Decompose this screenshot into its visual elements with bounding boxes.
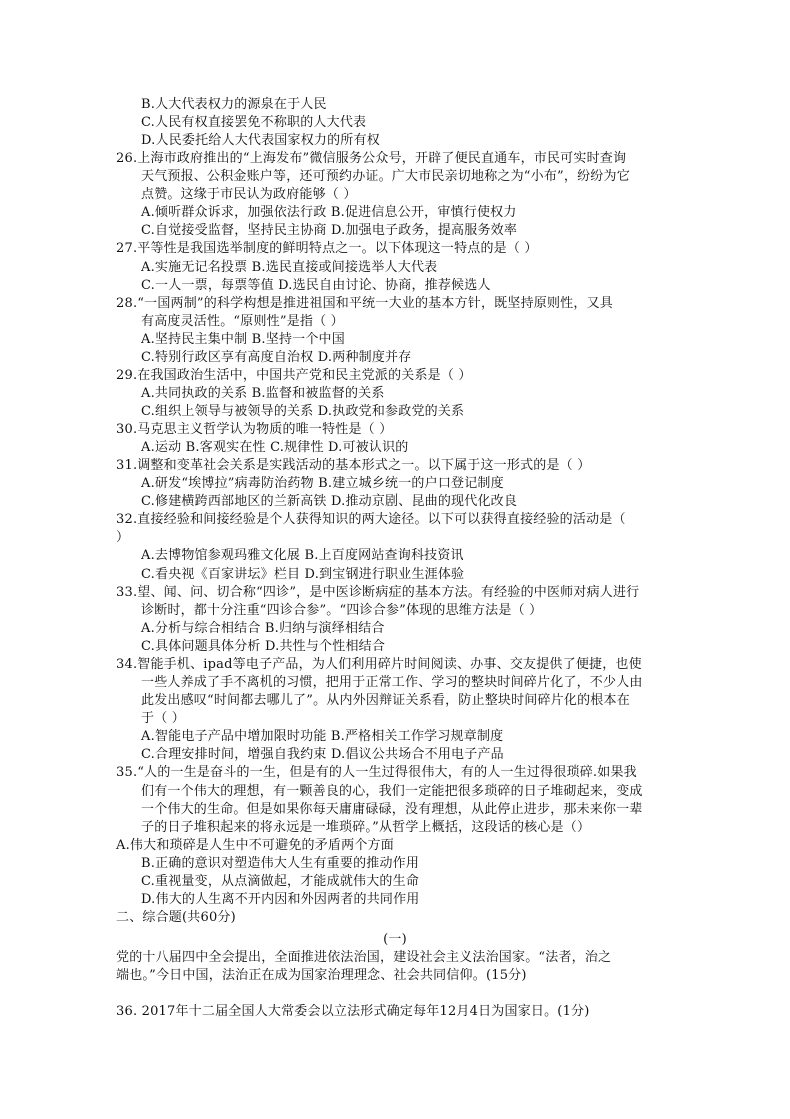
q32-options-ab: A.去博物馆参观玛雅文化展 B.上百度网站查询科技资讯 (141, 548, 464, 563)
q26-stem-line-2: 天气预报、公积金账户等，还可预约办证。广大市民亲切地称之为“小布”，纷纷为它 (141, 169, 630, 184)
q35-stem-line-1: 35.“人的一生是奋斗的一生，但是有的人一生过得很伟大，有的人一生过得很琐碎.如果我 (116, 765, 637, 780)
q25-option-d: D.人民委托给人大代表国家权力的所有权 (141, 133, 380, 148)
passage-line-2: 端也。”今日中国，法治正在成为国家治理理念、社会共同信仰。(15分) (116, 968, 527, 983)
q35-option-c: C.重视量变，从点滴做起，才能成就伟大的生命 (141, 874, 420, 889)
q26-stem-line-3: 点赞。这缘于市民认为政府能够（ ） (141, 187, 357, 202)
q26-options-cd: C.自觉接受监督，坚持民主协商 D.加强电子政务，提高服务效率 (141, 223, 518, 238)
q35-option-a: A.伟大和琐碎是人生中不可避免的矛盾两个方面 (116, 838, 394, 853)
q29-options-cd: C.组织上领导与被领导的关系 D.执政党和参政党的关系 (141, 404, 465, 419)
q35-stem-line-4: 子的日子堆积起来的将永远是一堆琐碎。”从哲学上概括，这段话的核心是（） (141, 820, 591, 835)
q28-options-ab: A.坚持民主集中制 B.坚持一个中国 (141, 332, 345, 347)
q34-stem-line-1: 34.智能手机、ipad等电子产品，为人们利用碎片时间阅读、办事、交友提供了便捷，也使 (116, 657, 642, 672)
q34-options-cd: C.合理安排时间，增强自我约束 D.倡议公共场合不用电子产品 (141, 747, 504, 762)
q27-options-cd: C.一人一票，每票等值 D.选民自由讨论、协商，推荐候选人 (141, 278, 491, 293)
q33-options-cd: C.具体问题具体分析 D.共性与个性相结合 (141, 639, 386, 654)
q33-stem-line-2: 诊断时，都十分注重“四诊合参”。“四诊合参”体现的思维方法是（ ） (141, 603, 543, 618)
q31-options-ab: A.研发“埃博拉”病毒防治药物 B.建立城乡统一的户口登记制度 (141, 476, 504, 491)
q34-options-ab: A.智能电子产品中增加限时功能 B.严格相关工作学习规章制度 (141, 729, 504, 744)
q25-option-c: C.人民有权直接罢免不称职的人大代表 (141, 115, 367, 130)
q36-stem: 36. 2017年十二届全国人大常委会以立法形式确定每年12月4日为国家日。(1分) (116, 1004, 590, 1019)
q32-stem-line-1: 32.直接经验和间接经验是个人获得知识的两大途径。以下可以获得直接经验的活动是（ (116, 512, 626, 527)
q31-stem: 31.调整和变革社会关系是实践活动的基本形式之一。以下属于这一形式的是（ ） (116, 458, 591, 473)
q29-stem: 29.在我国政治生活中，中国共产党和民主党派的关系是（ ） (116, 368, 472, 383)
q33-stem-line-1: 33.望、闻、问、切合称“四诊”，是中医诊断病症的基本方法。有经验的中医师对病人进行 (116, 585, 640, 600)
q34-stem-line-2: 一些人养成了手不离机的习惯，把用于正常工作、学习的整块时间碎片化了，不少人由 (141, 675, 643, 690)
q28-options-cd: C.特别行政区享有高度自治权 D.两种制度并存 (141, 350, 412, 365)
q35-stem-line-3: 一个伟大的生命。但是如果你每天庸庸碌碌，没有理想，从此停止进步，那未来你一辈 (141, 802, 643, 817)
q33-options-ab: A.分析与综合相结合 B.归纳与演绎相结合 (141, 621, 385, 636)
q27-options-ab: A.实施无记名投票 B.选民直接或间接选举人大代表 (141, 260, 438, 275)
q35-stem-line-2: 们有一个伟大的理想，有一颗善良的心，我们一定能把很多琐碎的日子堆砌起来，变成 (141, 784, 643, 799)
q35-option-b: B.正确的意识对塑造伟大人生有重要的推动作用 (141, 856, 420, 871)
passage-line-1: 党的十八届四中全会提出，全面推进依法治国，建设社会主义法治国家。“法者，治之 (116, 950, 612, 965)
q28-stem-line-2: 有高度灵活性。“原则性”是指（ ） (141, 314, 344, 329)
q25-option-b: B.人大代表权力的源泉在于人民 (141, 97, 327, 112)
q32-options-cd: C.看央视《百家讲坛》栏目 D.到宝钢进行职业生涯体验 (141, 567, 465, 582)
q30-options: A.运动 B.客观实在性 C.规律性 D.可被认识的 (141, 440, 409, 455)
section-heading: 二、综合题(共60分) (116, 910, 236, 925)
q29-options-ab: A.共同执政的关系 B.监督和被监督的关系 (141, 386, 385, 401)
q31-options-cd: C.修建横跨西部地区的兰新高铁 D.推动京剧、昆曲的现代化改良 (141, 494, 518, 509)
q34-stem-line-4: 于（ ） (141, 711, 185, 726)
q27-stem: 27.平等性是我国选举制度的鲜明特点之一。以下体现这一特点的是（ ） (116, 241, 538, 256)
q35-option-d: D.伟大的人生离不开内因和外因两者的共同作用 (141, 892, 420, 907)
q32-stem-line-2: ） (116, 530, 130, 545)
q26-options-ab: A.倾听群众诉求，加强依法行政 B.促进信息公开，审慎行使权力 (141, 205, 517, 220)
q28-stem-line-1: 28.“一国两制”的科学构想是推进祖国和平统一大业的基本方针，既坚持原则性，又具 (116, 296, 613, 311)
q34-stem-line-3: 此发出感叹“时间都去哪儿了”。从内外因辩证关系看，防止整块时间碎片化的根本在 (141, 693, 630, 708)
q26-stem-line-1: 26.上海市政府推出的“上海发布”微信服务公众号，开辟了便民直通车，市民可实时查询 (116, 151, 627, 166)
subsection-heading: (一) (383, 932, 407, 947)
q30-stem: 30.马克思主义哲学认为物质的唯一特性是（ ） (116, 422, 393, 437)
